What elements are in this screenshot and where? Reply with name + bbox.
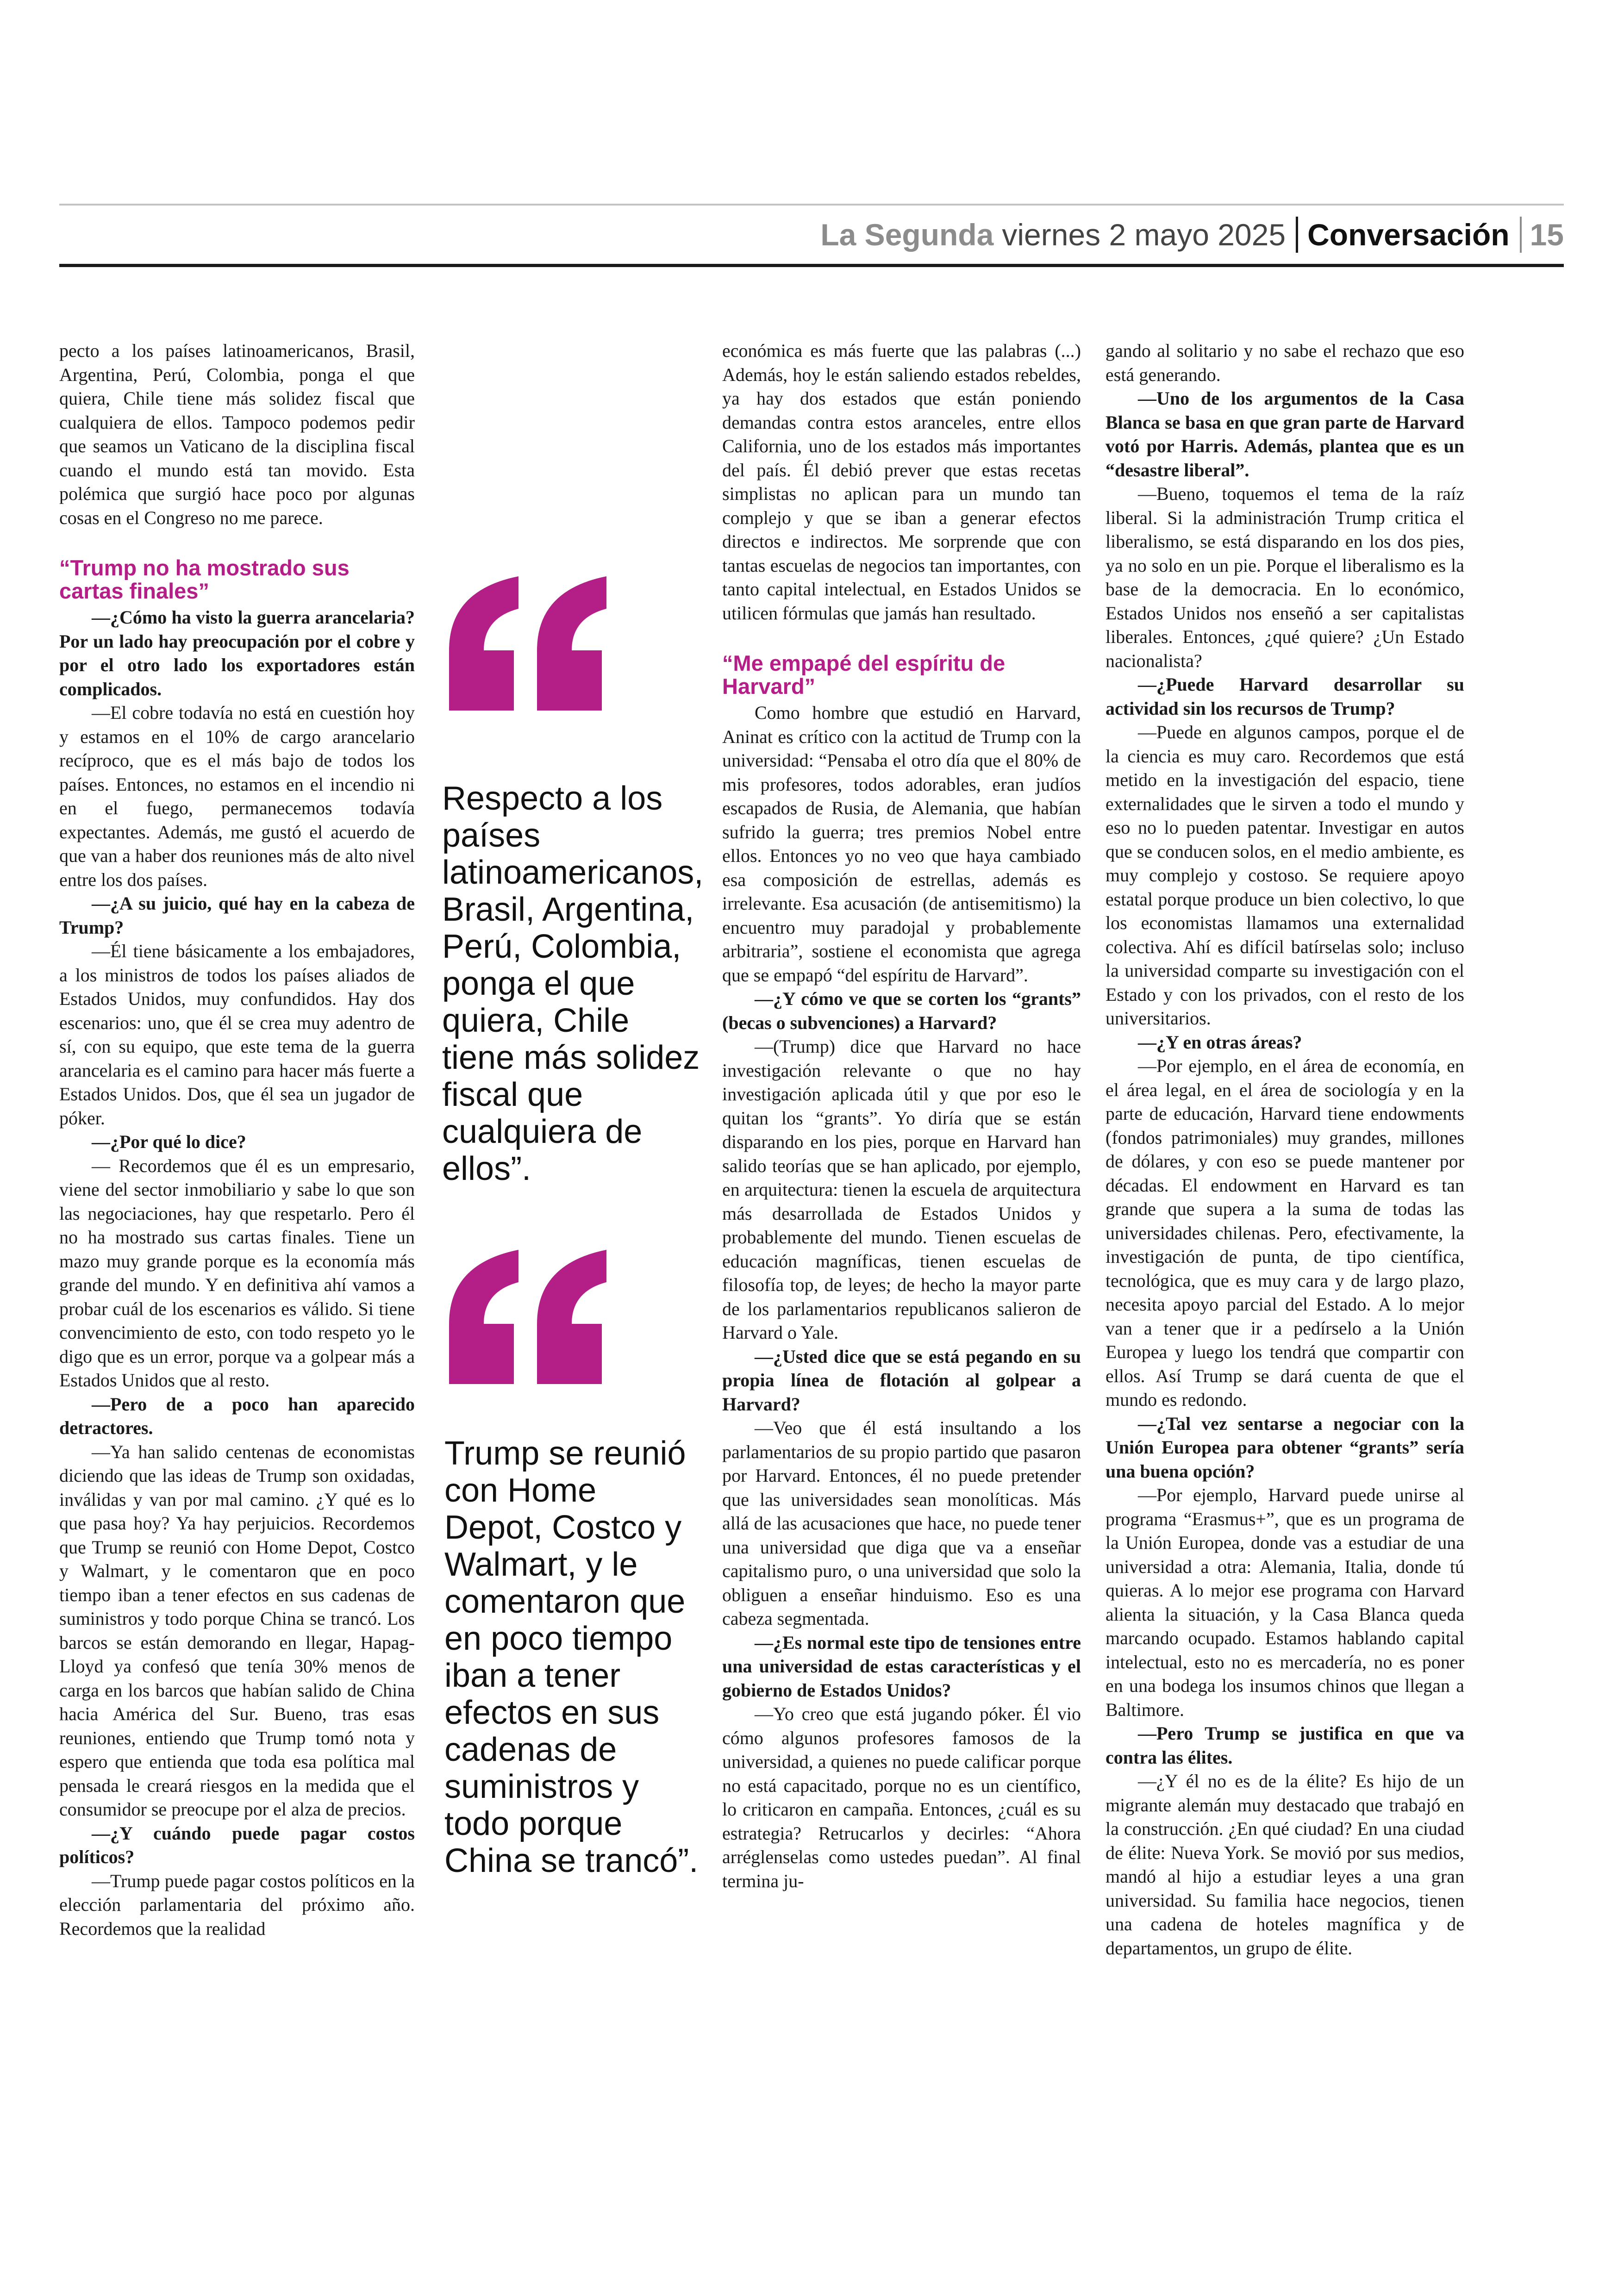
interview-question: —¿Puede Harvard desarrollar su actividad sin los recursos de Trump? [1106,674,1464,719]
open-quote-icon [440,1245,611,1398]
interview-answer: —Él tiene básicamente a los embajadores, a los ministros de todos los países aliados de Estados Unidos, muy confundidos. Hay dos escenarios: uno, que él se crea muy adentro de sí, con su equipo, que este tema de la guerra arancelaria es el camino para hacer más fuerte a Estados Unidos. Dos, que él sea un jugador de póker. [59,941,415,1129]
interview-answer: —El cobre todavía no está en cuestión hoy y estamos en el 10% de cargo arancelario recíproco, que es el más bajo de todos los países. Entonces, no estamos en el incendio ni en el fuego, permanecemos todavía expectantes. Además, me gustó el acuerdo de que van a haber dos reuniones más de alto nivel entre los dos países. [59,702,415,890]
pull-quote: Trump se reunió con Home Depot, Costco y Walmart, y le comentaron que en poco tiempo iban a tener efectos en sus cadenas de suministros y todo porque China se trancó”. [444,1435,699,1879]
masthead-rule [59,264,1564,267]
interview-answer: — Recordemos que él es un empresario, viene del sector inmobiliario y sabe lo que son las negociaciones, hay que respetarlo. Pero él no ha mostrado sus cartas finales. Tiene un mazo muy grande porque es la economía más grande del mundo. Y en definitiva ahí vamos a probar cuál de los escenarios es válido. Si tiene convencimiento de esto, con todo respeto yo le digo que es un error, porque va a golpear más a Estados Unidos que al resto. [59,1155,415,1391]
interview-question: —Pero Trump se justifica en que va contra las élites. [1106,1723,1464,1768]
interview-answer: —Puede en algunos campos, porque el de la ciencia es muy caro. Recordemos que está metido en la investigación del espacio, tiene externalidades que le sirven a todo el mundo y eso no lo pueden patentar. Investigar en autos que se conducen solos, en el medio ambiente, es muy complejo y costoso. Se requiere apoyo estatal porque produce un bien colectivo, lo que los economistas llamamos una externalidad colectiva. Ahí es difícil batírselas solo; incluso la universidad comparte su investigación con el Estado y con los privados, con el resto de los universitarios. [1106,722,1464,1029]
interview-answer: —Veo que él está insultando a los parlamentarios de su propio partido que pasaron por Harvard. Entonces, él no puede pretender que las universidades sean monolíticas. Más allá de las acusaciones que hace, no puede tener una universidad que diga que va a enseñar capitalismo puro, o una universidad que solo la obliguen a enseñar hinduismo. Eso es una cabeza segmentada. [722,1417,1081,1629]
masthead-info [820,209,1564,260]
open-quote-icon [440,572,611,724]
paragraph: Como hombre que estudió en Harvard, Aninat es crítico con la actitud de Trump con la universidad: “Pensaba el otro día que el 80% de mis profesores, todos adorables, eran judíos escapados de Rusia, de Alemania, que habían sufrido la guerra; tres premios Nobel entre ellos. Entonces yo no veo que haya cambiado esa composición de estrellas, además es irrelevante. Esa acusación (de antisemitismo) la encuentro muy paradojal y probablemente arbitraria”, sostiene el economista que agrega que se empapó “del espíritu de Harvard”. [722,702,1081,985]
interview-answer: —Por ejemplo, Harvard puede unirse al programa “Erasmus+”, que es un programa de la Unión Europea, donde vas a estudiar de una universidad a otra: Alemania, Italia, donde tú quieras. A lo mejor ese programa con Harvard alienta la situación, y la Casa Blanca queda marcando ocupado. Estamos hablando capital intelectual, esto no es mercadería, no es poner en una bodega los insumos chinos que llegan a Baltimore. [1106,1484,1464,1720]
interview-question: —¿Usted dice que se está pegando en su propia línea de flotación al golpear a Harvard? [722,1346,1081,1415]
interview-answer: —Por ejemplo, en el área de economía, en el área legal, en el área de sociología y en la parte de educación, Harvard tiene endowments (fondos patrimoniales) muy grandes, millones de dólares, y con eso se puede mantener por décadas. El endowment en Harvard es tan grande que supera a la suma de todas las universidades chilenas. Pero, efectivamente, la investigación de punta, de tipo científica, tecnológica, que es muy cara y de largo plazo, necesita apoyo parcial del Estado. A lo mejor van a tener que ir a pedírselo a la Unión Europea y luego los tendrá que compartir con ellos. Así Trump se dará cuenta de que el mundo es redondo. [1106,1055,1464,1410]
interview-question: —¿A su juicio, qué hay en la cabeza de Trump? [59,893,415,938]
paragraph: económica es más fuerte que las palabras (...) Además, hoy le están saliendo estados rebeldes, ya hay dos estados que están poniendo demandas contra estos aranceles, entre ellos California, uno de los estados más importantes del país. Él debió prever que estas recetas simplistas no aplican para un mundo tan complejo y que se iban a generar efectos directos e indirectos. Me sorprende que con tantas escuelas de negocios tan importantes, con tanto capital intelectual, en Estados Unidos se utilicen fórmulas que jamás han resultado. [722,340,1081,624]
section-name: Conversación [1307,218,1510,252]
page-number: 15 [1530,218,1564,252]
interview-question: —¿Cómo ha visto la guerra arancelaria? Por un lado hay preocupación por el cobre y por el otro lado los exportadores están complicados. [59,607,415,699]
article-column-1 [59,339,415,1940]
paragraph: gando al solitario y no sabe el rechazo que eso está generando. [1106,340,1464,385]
newspaper-name: La Segunda [820,218,994,252]
article-column-2 [722,339,1081,1893]
interview-question: —¿Tal vez sentarse a negociar con la Unión Europea para obtener “grants” sería una buena opción? [1106,1413,1464,1482]
interview-question: —Pero de a poco han aparecido detractores. [59,1393,415,1438]
interview-question: —¿Y cómo ve que se corten los “grants” (becas o subvenciones) a Harvard? [722,988,1081,1033]
masthead-divider-page [1520,217,1522,253]
issue-date: viernes 2 mayo 2025 [1002,218,1286,252]
interview-answer: —¿Y él no es de la élite? Es hijo de un migrante alemán muy destacado que trabajó en la construcción. ¿En qué ciudad? En una ciudad de élite: Nueva York. Se movió por sus medios, mandó al hijo a estudiar leyes a una gran universidad. Su familia hace negocios, tienen una cadena de hoteles magnífica y de departamentos, un grupo de élite. [1106,1771,1464,1958]
paragraph: pecto a los países latinoamericanos, Brasil, Argentina, Perú, Colombia, ponga el que quiera, Chile tiene más solidez fiscal que cualquiera de ellos. Tampoco podemos pedir que seamos un Vaticano de la disciplina fiscal cuando el mundo está tan movido. Esta polémica que surgió hace poco por algunas cosas en el Congreso no me parece. [59,340,415,528]
masthead-divider [1296,217,1298,253]
interview-answer: —Yo creo que está jugando póker. Él vio cómo algunos profesores famosos de la universidad, a quienes no puede calificar porque no está capacitado, porque no es un científico, lo criticaron en campaña. Entonces, ¿cuál es su estrategia? Retrucarlos y decirles: “Ahora arréglenselas como ustedes puedan”. Al final termina ju- [722,1703,1081,1891]
article-column-3 [1106,339,1464,1960]
masthead [59,209,1564,265]
subheading: “Trump no ha mostrado sus cartas finales” [59,555,350,603]
top-rule [59,204,1564,206]
interview-answer: —(Trump) dice que Harvard no hace investigación relevante o que no hay investigación aplicada útil y que por eso le quitan los “grants”. Yo diría que se están disparando en los pies, porque en Harvard han salido teorías que se han aplicado, por ejemplo, en arquitectura: tienen la escuela de arquitectura más desarrollada de Estados Unidos y probablemente del mundo. Tienen escuelas de educación magníficas, tienen escuelas de filosofía top, de leyes; de hecho la mayor parte de los parlamentarios republicanos salieron de Harvard o Yale. [722,1036,1081,1343]
interview-answer: —Ya han salido centenas de economistas diciendo que las ideas de Trump son oxidadas, inválidas y van por mal camino. ¿Y qué es lo que pasa hoy? Ya hay perjuicios. Recordemos que Trump se reunió con Home Depot, Costco y Walmart, y le comentaron que en poco tiempo iban a tener efectos en sus cadenas de suministros y todo porque China se trancó. Los barcos se están demorando en llegar, Hapag-Lloyd ya confesó que tenía 30% menos de carga en los barcos que habían salido de China hacia América del Sur. Bueno, tras esas reuniones, entiendo que Trump tomó nota y espero que entienda que toda esa política mal pensada le creará riesgos en la medida que el consumidor se preocupe por el alza de precios. [59,1441,415,1820]
interview-answer: —Bueno, toquemos el tema de la raíz liberal. Si la administración Trump critica el liberalismo, se está disparando en los dos pies, ya no solo en un pie. Porque el liberalismo es la base de la democracia. En lo económico, Estados Unidos nos enseñó a ser capitalistas liberales. Entonces, ¿qué quiere? ¿Un Estado nacionalista? [1106,483,1464,671]
interview-answer: —Trump puede pagar costos políticos en la elección parlamentaria del próximo año. Recordemos que la realidad [59,1870,415,1939]
interview-question: —¿Y cuándo puede pagar costos políticos? [59,1822,415,1867]
subheading: “Me empapé del espíritu de Harvard” [722,651,1006,698]
interview-question: —Uno de los argumentos de la Casa Blanca se basa en que gran parte de Harvard votó por Harris. Además, plantea que es un “desastre liberal”. [1106,388,1464,480]
interview-question: —¿Por qué lo dice? [92,1131,246,1152]
interview-question: —¿Es normal este tipo de tensiones entre una universidad de estas características y el gobierno de Estados Unidos? [722,1632,1081,1701]
pull-quote: Respecto a los países latinoamericanos, Brasil, Argentina, Perú, Colombia, ponga el que quiera, Chile tiene más solidez fiscal que cualquiera de ellos”. [442,780,704,1187]
interview-question: —¿Y en otras áreas? [1138,1031,1302,1053]
